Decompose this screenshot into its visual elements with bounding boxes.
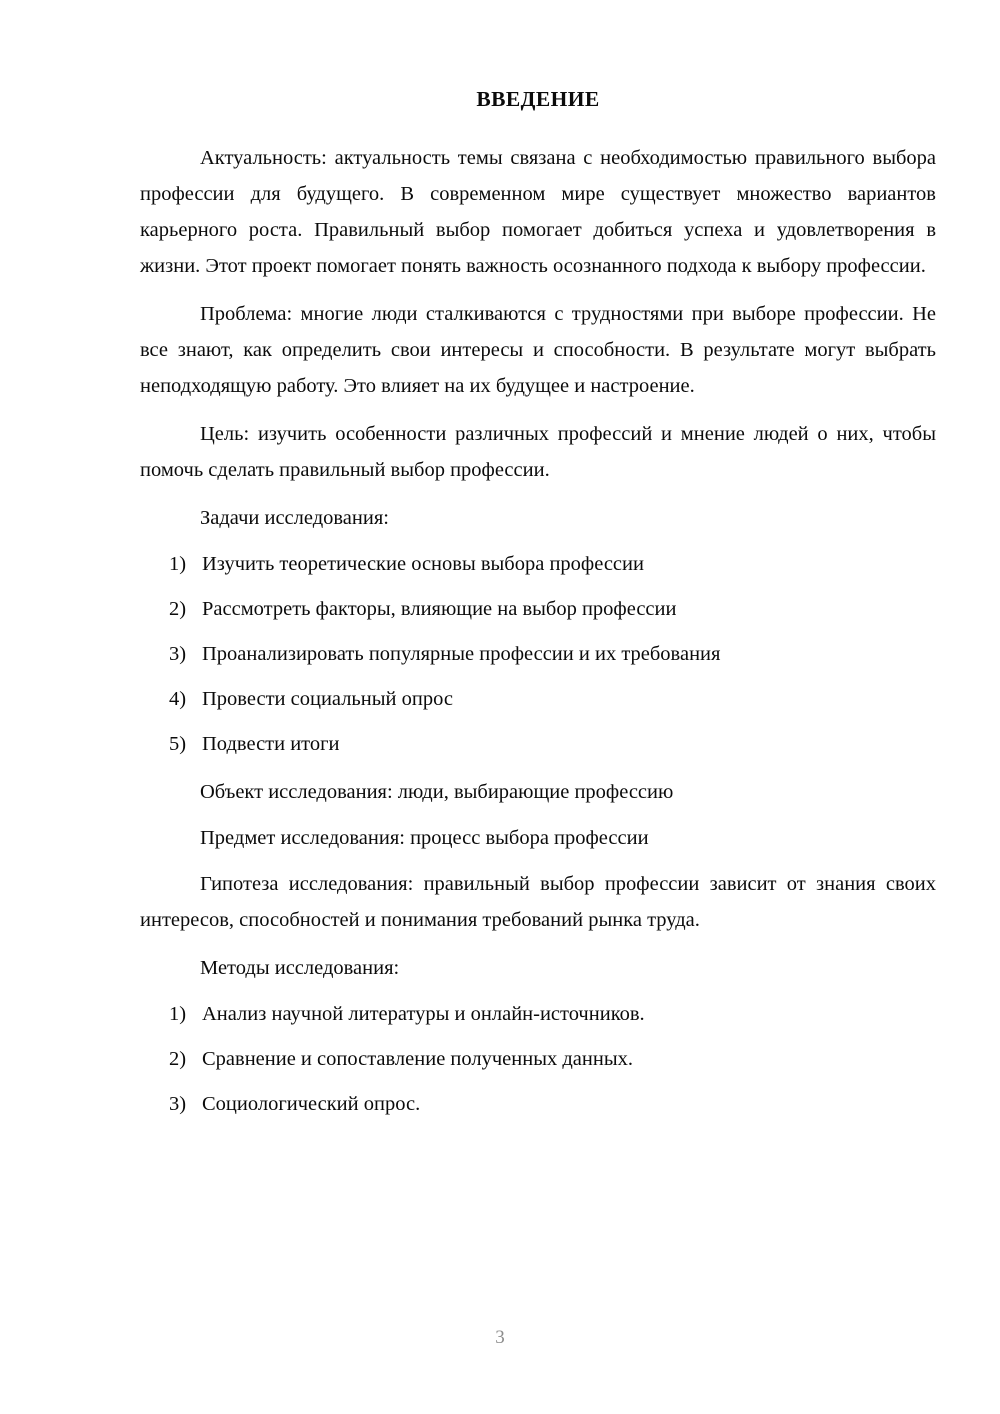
list-item-marker: 3) bbox=[169, 642, 187, 665]
paragraph-goal: Цель: изучить особенности различных профессий и мнение людей о них, чтобы помочь сделать правильный выбор профессии. bbox=[140, 422, 936, 481]
list-item-label: Сравнение и сопоставление полученных данных. bbox=[202, 1047, 633, 1070]
statement-subject: Предмет исследования: процесс выбора профессии bbox=[200, 826, 649, 849]
list-item-label: Подвести итоги bbox=[202, 732, 340, 755]
list-item bbox=[140, 546, 936, 582]
paragraph-relevance: Актуальность: актуальность темы связана с необходимостью правильного выбора профессии для будущего. В современном мире существует множество вариантов карьерного роста. Правильный выбор помогает добиться успеха и удовлетворения в жизни. Этот проект помогает понять важность осознанного подхода к выбору профессии. bbox=[140, 146, 936, 277]
list-item-marker: 5) bbox=[169, 732, 187, 755]
list-item bbox=[140, 996, 936, 1032]
list-item-marker: 2) bbox=[169, 1047, 187, 1070]
methods-list bbox=[140, 996, 936, 1122]
list-item-marker: 1) bbox=[169, 1002, 187, 1025]
list-item-label: Анализ научной литературы и онлайн-источников. bbox=[202, 1002, 645, 1025]
methods-heading: Методы исследования: bbox=[200, 956, 400, 979]
list-item bbox=[140, 726, 936, 762]
list-item bbox=[140, 591, 936, 627]
list-item-marker: 4) bbox=[169, 687, 187, 710]
list-item-label: Провести социальный опрос bbox=[202, 687, 453, 710]
tasks-list bbox=[140, 546, 936, 762]
list-item-label: Изучить теоретические основы выбора профессии bbox=[202, 552, 644, 575]
list-item bbox=[140, 1086, 936, 1122]
list-item-label: Социологический опрос. bbox=[202, 1092, 421, 1115]
list-item-label: Проанализировать популярные профессии и их требования bbox=[202, 642, 721, 665]
list-item-marker: 2) bbox=[169, 597, 187, 620]
list-item-marker: 3) bbox=[169, 1092, 187, 1115]
page-number: 3 bbox=[495, 1327, 505, 1348]
list-item-marker: 1) bbox=[169, 552, 187, 575]
list-item-label: Рассмотреть факторы, влияющие на выбор профессии bbox=[202, 597, 677, 620]
page-content bbox=[140, 86, 936, 1134]
statement-object: Объект исследования: люди, выбирающие профессию bbox=[200, 780, 674, 803]
page-title: ВВЕДЕНИЕ bbox=[476, 87, 600, 111]
list-item bbox=[140, 681, 936, 717]
paragraph-hypothesis: Гипотеза исследования: правильный выбор профессии зависит от знания своих интересов, способностей и понимания требований рынка труда. bbox=[140, 872, 936, 931]
paragraph-problem: Проблема: многие люди сталкиваются с трудностями при выборе профессии. Не все знают, как определить свои интересы и способности. В результате могут выбрать неподходящую работу. Это влияет на их будущее и настроение. bbox=[140, 302, 936, 397]
list-item bbox=[140, 636, 936, 672]
list-item bbox=[140, 1041, 936, 1077]
tasks-heading: Задачи исследования: bbox=[200, 506, 389, 529]
